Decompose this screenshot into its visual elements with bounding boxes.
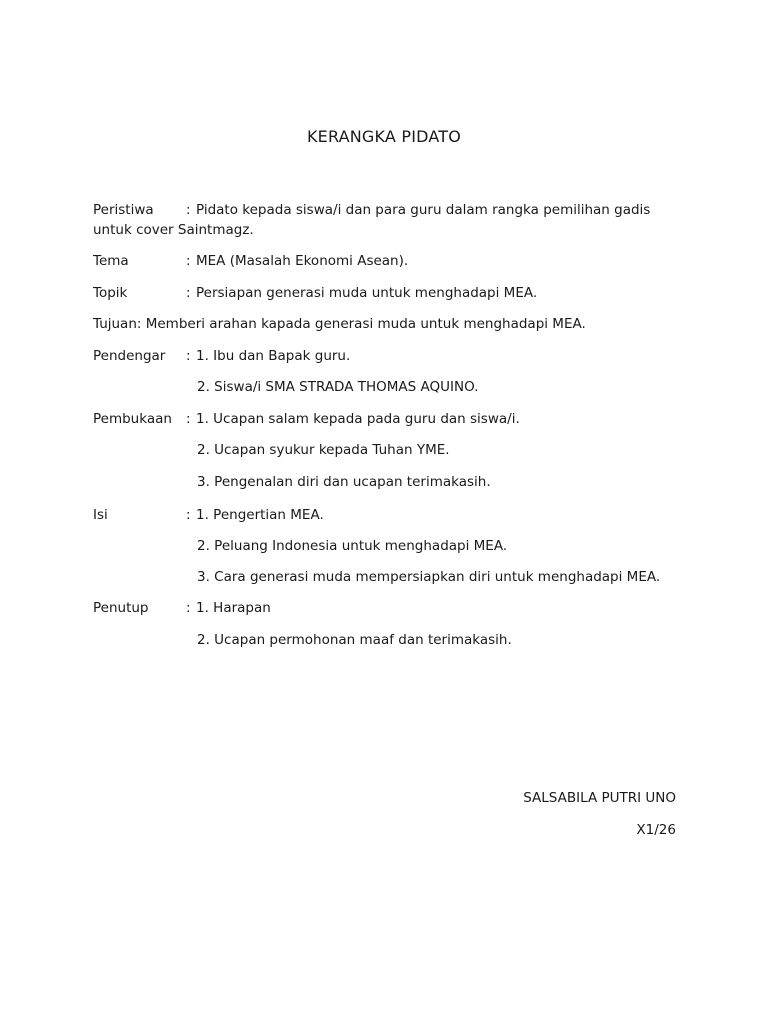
isi-label: Isi [93,507,108,523]
pembukaan-item-2: 2. Ucapan syukur kepada Tuhan YME. [197,442,450,458]
page-title: KERANGKA PIDATO [306,127,462,146]
penutup-item-2: 2. Ucapan permohonan maaf dan terimakasih. [197,632,512,648]
pendengar-label: Pendengar [93,348,166,364]
tema-colon: : [186,253,191,269]
peristiwa-value-line1: Pidato kepada siswa/i dan para guru dalam rangka pemilihan gadis [196,202,651,218]
signature-name: SALSABILA PUTRI UNO [523,790,676,806]
signature-class: X1/26 [636,822,676,838]
isi-item-2: 2. Peluang Indonesia untuk menghadapi MEA. [197,538,508,554]
tema-label: Tema [93,253,129,269]
isi-item-1: 1. Pengertian MEA. [196,507,324,523]
penutup-item-1: 1. Harapan [196,600,271,616]
isi-item-3: 3. Cara generasi muda mempersiapkan diri untuk menghadapi MEA. [197,569,661,585]
pembukaan-label: Pembukaan [93,411,172,427]
topik-label: Topik [93,285,128,301]
tema-value: MEA (Masalah Ekonomi Asean). [196,253,409,269]
topik-value: Persiapan generasi muda untuk menghadapi MEA. [196,285,538,301]
pembukaan-colon: : [186,411,191,427]
pendengar-colon: : [186,348,191,364]
peristiwa-value-line2: untuk cover Saintmagz. [93,222,254,238]
tujuan-text: Tujuan: Memberi arahan kapada generasi muda untuk menghadapi MEA. [93,316,586,332]
pembukaan-item-3: 3. Pengenalan diri dan ucapan terimakasih. [197,474,491,490]
peristiwa-colon: : [186,202,191,218]
peristiwa-label: Peristiwa [93,202,154,218]
topik-colon: : [186,285,191,301]
pendengar-item-2: 2. Siswa/i SMA STRADA THOMAS AQUINO. [197,379,479,395]
penutup-colon: : [186,600,191,616]
pembukaan-item-1: 1. Ucapan salam kepada pada guru dan siswa/i. [196,411,520,427]
penutup-label: Penutup [93,600,149,616]
isi-colon: : [186,507,191,523]
pendengar-item-1: 1. Ibu dan Bapak guru. [196,348,351,364]
